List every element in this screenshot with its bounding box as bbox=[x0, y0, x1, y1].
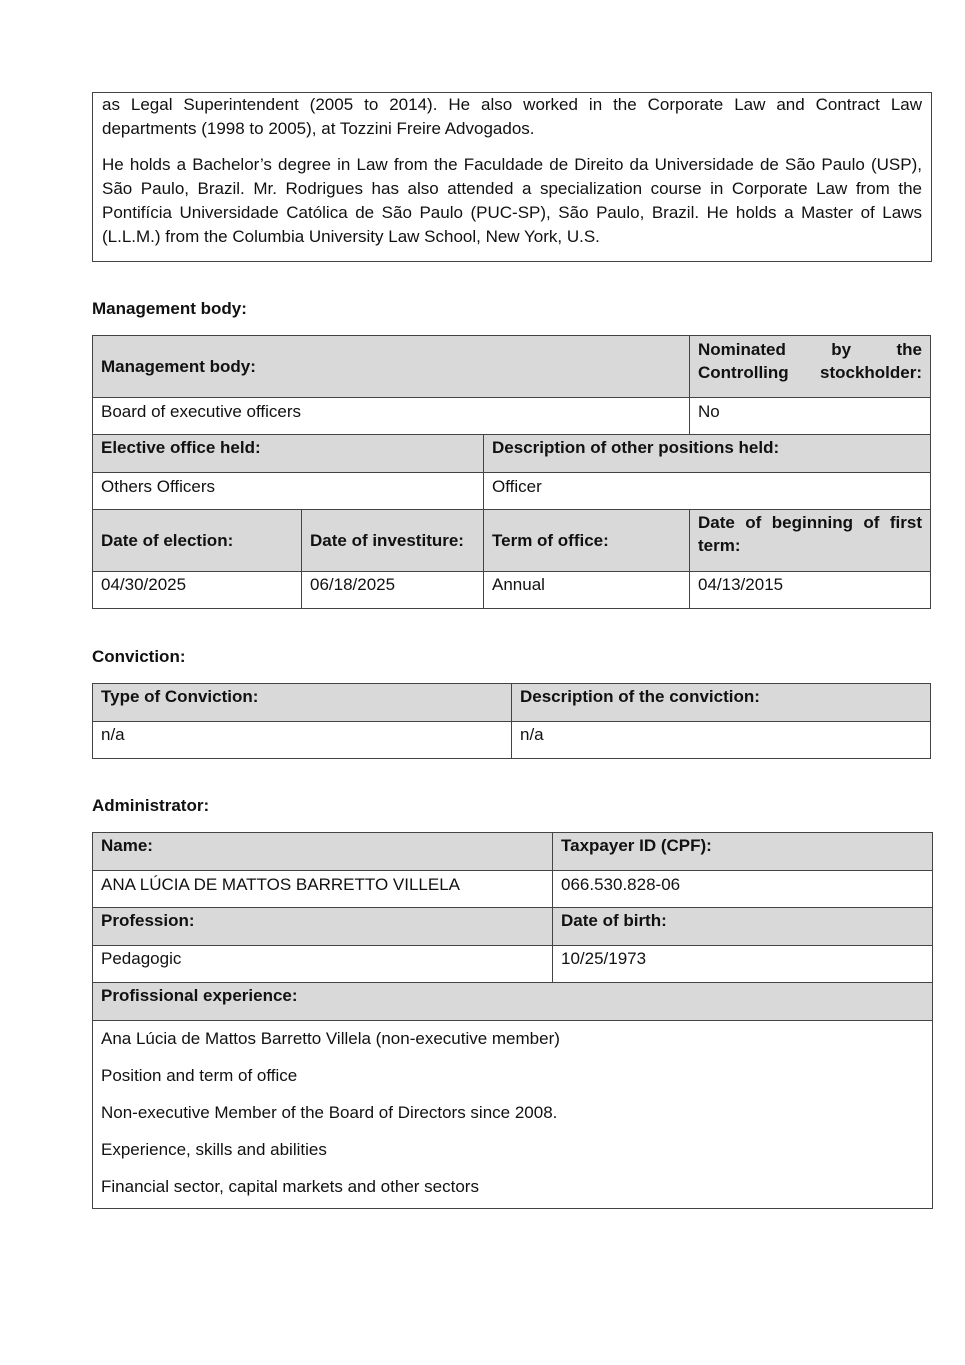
name-value: ANA LÚCIA DE MATTOS BARRETTO VILLELA bbox=[93, 871, 553, 908]
header-elective-office: Elective office held: bbox=[93, 435, 484, 473]
header-date-of-birth: Date of birth: bbox=[553, 908, 933, 946]
management-body-heading: Management body: bbox=[92, 299, 247, 318]
header-management-body: Management body: bbox=[93, 336, 690, 398]
experience-line: Financial sector, capital markets and other sectors bbox=[101, 1177, 479, 1196]
management-body-table bbox=[92, 335, 931, 609]
date-of-election-value: 04/30/2025 bbox=[93, 572, 302, 609]
header-profession: Profession: bbox=[93, 908, 553, 946]
header-description-of-conviction: Description of the conviction: bbox=[512, 684, 931, 722]
header-term-of-office: Term of office: bbox=[484, 510, 690, 572]
experience-line: Experience, skills and abilities bbox=[101, 1140, 327, 1159]
header-date-beginning-first-term: Date of beginning of first term: bbox=[690, 510, 931, 572]
date-beginning-first-term-value: 04/13/2015 bbox=[690, 572, 931, 609]
biography-paragraph-1: as Legal Superintendent (2005 to 2014). He also worked in the Corporate Law and Contract Law departments (1998 to 2005), at Tozzini Freire Advogados. bbox=[102, 95, 922, 138]
administrator-heading: Administrator: bbox=[92, 796, 210, 815]
description-other-positions-value: Officer bbox=[484, 473, 931, 510]
professional-experience-cell bbox=[93, 1021, 933, 1209]
conviction-table bbox=[92, 683, 931, 759]
elective-office-value: Others Officers bbox=[93, 473, 484, 510]
taxpayer-id-value: 066.530.828-06 bbox=[553, 871, 933, 908]
conviction-heading: Conviction: bbox=[92, 647, 186, 666]
experience-line: Position and term of office bbox=[101, 1066, 298, 1085]
header-description-other-positions: Description of other positions held: bbox=[484, 435, 931, 473]
header-date-of-election: Date of election: bbox=[93, 510, 302, 572]
date-of-investiture-value: 06/18/2025 bbox=[302, 572, 484, 609]
term-of-office-value: Annual bbox=[484, 572, 690, 609]
nominated-value: No bbox=[690, 398, 931, 435]
type-of-conviction-value: n/a bbox=[93, 722, 512, 759]
management-body-value: Board of executive officers bbox=[93, 398, 690, 435]
profession-value: Pedagogic bbox=[93, 946, 553, 983]
date-of-birth-value: 10/25/1973 bbox=[553, 946, 933, 983]
header-type-of-conviction: Type of Conviction: bbox=[93, 684, 512, 722]
biography-paragraph-2: He holds a Bachelor’s degree in Law from the Faculdade de Direito da Universidade de São Paulo (USP), São Paulo, Brazil. Mr. Rodrigues has also attended a specialization course in Corporate Law from the Pontifícia Universidade Católica de São Paulo (PUC-SP), São Paulo, Brazil. He holds a Master of Laws (L.L.M.) from the Columbia University Law School, New York, U.S. bbox=[102, 155, 922, 246]
biography-continuation-box bbox=[92, 92, 932, 262]
experience-line: Ana Lúcia de Mattos Barretto Villela (non-executive member) bbox=[101, 1029, 560, 1048]
administrator-table bbox=[92, 832, 933, 1209]
header-taxpayer-id: Taxpayer ID (CPF): bbox=[553, 833, 933, 871]
header-nominated-by-controlling-stockholder: Nominated by the Controlling stockholder: bbox=[690, 336, 931, 398]
header-name: Name: bbox=[93, 833, 553, 871]
description-of-conviction-value: n/a bbox=[512, 722, 931, 759]
experience-line: Non-executive Member of the Board of Directors since 2008. bbox=[101, 1103, 558, 1122]
header-date-of-investiture: Date of investiture: bbox=[302, 510, 484, 572]
header-professional-experience: Profissional experience: bbox=[93, 983, 933, 1021]
